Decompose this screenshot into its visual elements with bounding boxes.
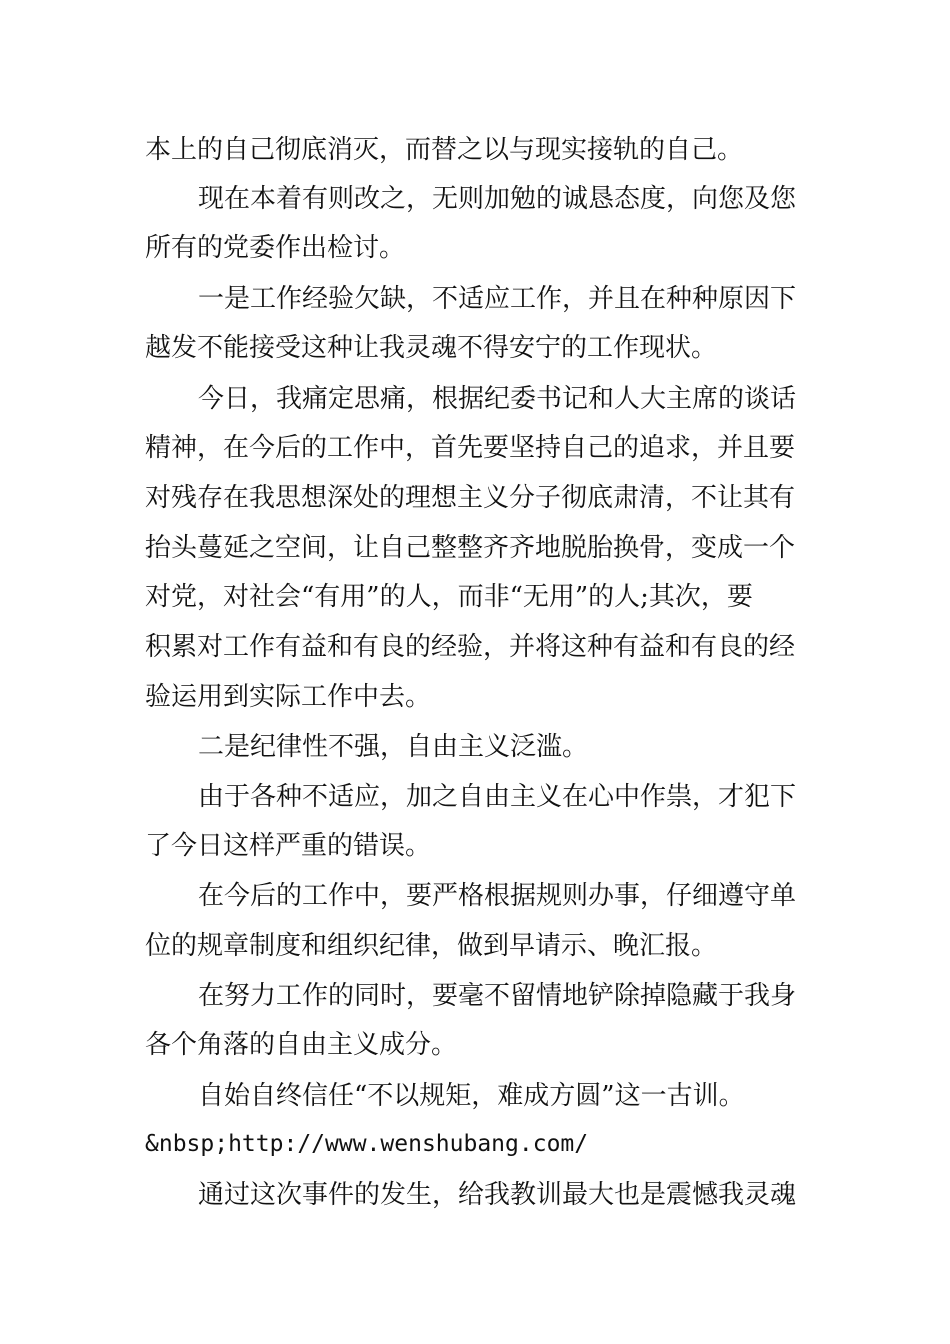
- text-line: 验运用到实际工作中去。: [145, 682, 432, 712]
- text-line: 越发不能接受这种让我灵魂不得安宁的工作现状。: [145, 333, 718, 363]
- text-line: 在今后的工作中，要严格根据规则办事，仔细遵守单: [198, 881, 797, 911]
- text-line: 位的规章制度和组织纪律，做到早请示、晚汇报。: [145, 931, 718, 961]
- text-line: 现在本着有则改之，无则加勉的诚恳态度，向您及您: [198, 184, 797, 214]
- text-line: 在努力工作的同时，要毫不留情地铲除掉隐藏于我身: [198, 981, 797, 1011]
- text-line: 积累对工作有益和有良的经验，并将这种有益和有良的经: [145, 632, 796, 662]
- text-line: 抬头蔓延之空间，让自己整整齐齐地脱胎换骨，变成一个: [145, 533, 796, 563]
- text-line: 本上的自己彻底消灭，而替之以与现实接轨的自己。: [145, 135, 744, 165]
- text-line: 自始自终信任“不以规矩，难成方圆”这一古训。: [198, 1081, 745, 1111]
- text-line: 对党，对社会“有用”的人，而非“无用”的人;其次，要: [145, 582, 753, 612]
- text-line: 由于各种不适应，加之自由主义在心中作祟，才犯下: [198, 782, 797, 812]
- text-line: 二是纪律性不强，自由主义泛滥。: [198, 732, 589, 762]
- text-line: 对残存在我思想深处的理想主义分子彻底肃清，不让其有: [145, 483, 796, 513]
- text-line: 了今日这样严重的错误。: [145, 831, 432, 861]
- text-line-url: &nbsp;http://www.wenshubang.com/: [145, 1131, 589, 1157]
- text-line: 各个角落的自由主义成分。: [145, 1030, 458, 1060]
- text-line: 所有的党委作出检讨。: [145, 233, 406, 263]
- text-line: 今日，我痛定思痛，根据纪委书记和人大主席的谈话: [198, 384, 797, 414]
- text-line: 一是工作经验欠缺，不适应工作，并且在种种原因下: [198, 284, 797, 314]
- text-line: 精神，在今后的工作中，首先要坚持自己的追求，并且要: [145, 433, 796, 463]
- text-line: 通过这次事件的发生，给我教训最大也是震憾我灵魂: [198, 1180, 797, 1210]
